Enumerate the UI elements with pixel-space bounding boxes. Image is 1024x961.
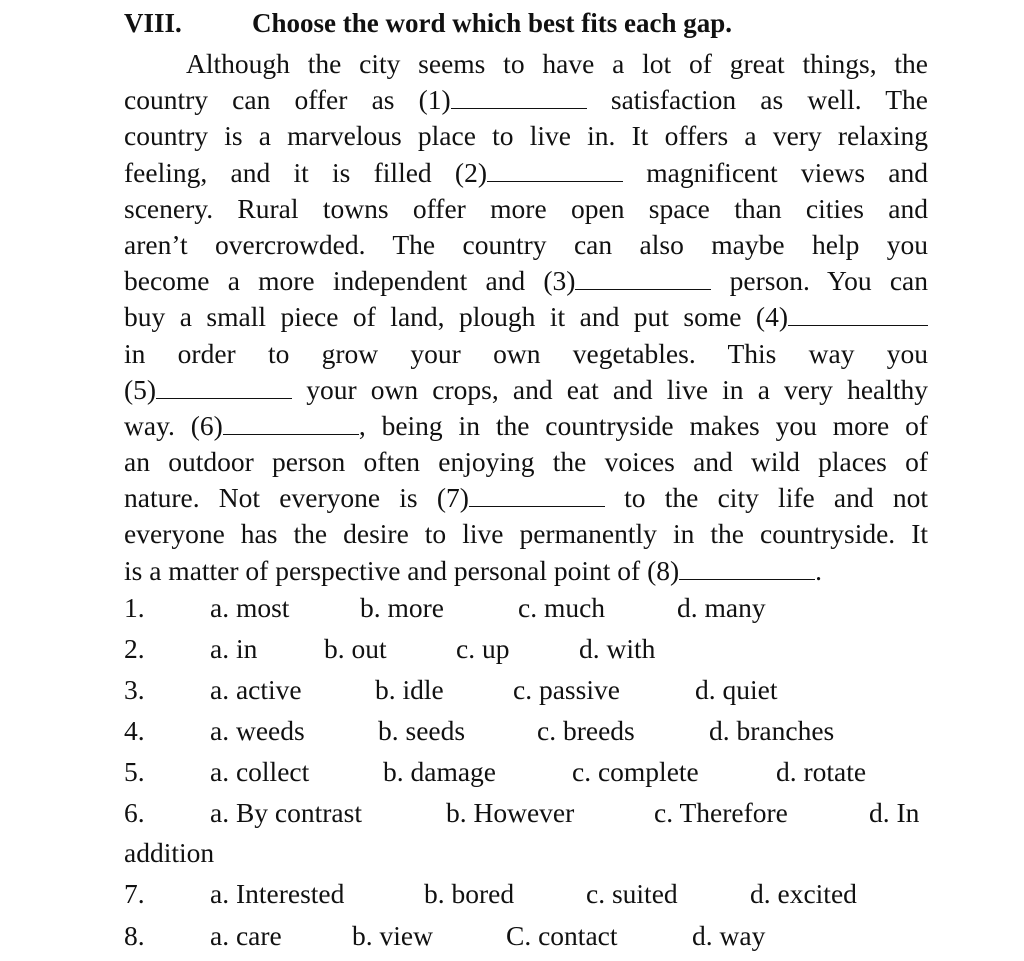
gap-1-blank — [451, 86, 587, 109]
option-b: b. damage — [383, 756, 497, 787]
option-a: a. weeds — [210, 715, 305, 746]
passage-line: an outdoor person often enjoying the voices and wild places of — [124, 446, 928, 478]
question-number: 5. — [124, 756, 145, 787]
passage-line: aren’t overcrowded. The country can also maybe help you — [124, 228, 928, 260]
option-d: d. with — [579, 633, 656, 664]
question-number: 4. — [124, 715, 145, 746]
passage-line: country is a marvelous place to live in. It offers a very relaxing — [124, 120, 928, 152]
gap-6-blank — [223, 412, 359, 435]
passage-line: way. (6) , being in the countryside makes you more of — [124, 409, 928, 441]
option-c: c. much — [518, 592, 606, 623]
question-number: 8. — [124, 920, 145, 951]
option-a: a. active — [210, 674, 302, 705]
option-d: d. many — [677, 592, 766, 623]
gap-4-blank — [788, 303, 928, 326]
option-d: d. way — [692, 920, 766, 951]
passage-line: feeling, and it is filled (2) magnificent views and — [124, 156, 929, 188]
passage-line: become a more independent and (3) person. You can — [124, 265, 929, 297]
passage-line: is a matter of perspective and personal point of (8) . — [124, 554, 823, 586]
option-c: C. contact — [506, 920, 618, 951]
option-a: a. By contrast — [210, 797, 362, 828]
passage-line: buy a small piece of land, plough it and put some (4) — [124, 299, 928, 335]
passage-line: nature. Not everyone is (7) to the city life and not — [124, 482, 928, 514]
option-a: a. most — [210, 592, 290, 623]
passage-line: (5) your own crops, and eat and live in a very healthy — [124, 373, 929, 405]
question-number: 6. — [124, 797, 145, 828]
option-c: c. up — [456, 633, 510, 664]
option-a: a. care — [210, 920, 282, 951]
gap-2-blank — [487, 159, 623, 182]
option-b: b. However — [446, 797, 575, 828]
option-c: c. passive — [513, 674, 620, 705]
section-numeral: VIII. — [124, 8, 182, 38]
option-c: c. breeds — [537, 715, 635, 746]
passage-line: in order to grow your own vegetables. This way you — [124, 337, 928, 369]
option-c: c. complete — [572, 756, 699, 787]
option-a: a. in — [210, 633, 258, 664]
section-title: Choose the word which best fits each gap. — [252, 8, 733, 38]
option-b: b. more — [360, 592, 445, 623]
option-b: b. view — [352, 920, 433, 951]
reading-passage — [124, 46, 928, 589]
option-d: d. quiet — [695, 674, 778, 705]
passage-line: scenery. Rural towns offer more open space than cities and — [124, 192, 928, 224]
gap-7-blank — [469, 484, 605, 507]
option-b: b. out — [324, 633, 387, 664]
option-a: a. collect — [210, 756, 310, 787]
passage-line: country can offer as (1) satisfaction as well. The — [124, 84, 928, 116]
option-d-continuation: addition — [124, 837, 215, 868]
question-number: 1. — [124, 592, 145, 623]
question-number: 3. — [124, 674, 145, 705]
gap-8-blank — [679, 557, 815, 580]
option-d: d. In — [869, 797, 920, 828]
option-b: b. bored — [424, 878, 515, 909]
passage-line: everyone has the desire to live permanently in the countryside. It — [124, 518, 928, 550]
exercise-heading — [124, 6, 732, 40]
option-c: c. Therefore — [654, 797, 788, 828]
question-number: 7. — [124, 878, 145, 909]
gap-3-blank — [575, 267, 711, 290]
option-c: c. suited — [586, 878, 678, 909]
passage-line: Although the city seems to have a lot of great things, the — [186, 48, 928, 79]
gap-5-blank — [156, 376, 292, 399]
option-d: d. branches — [709, 715, 835, 746]
option-a: a. Interested — [210, 878, 345, 909]
option-b: b. idle — [375, 674, 444, 705]
option-d: d. rotate — [776, 756, 867, 787]
question-number: 2. — [124, 633, 145, 664]
option-b: b. seeds — [378, 715, 466, 746]
option-d: d. excited — [750, 878, 857, 909]
